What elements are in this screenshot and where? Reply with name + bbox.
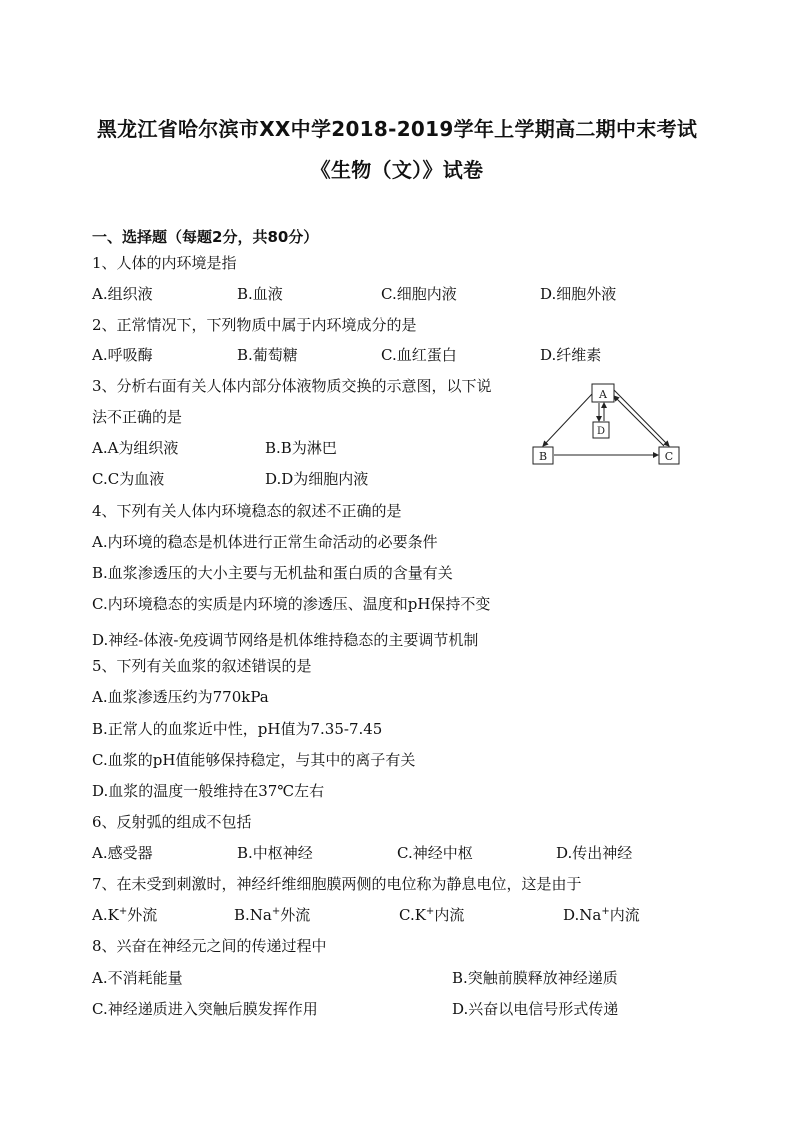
question-3-stem-line1: 3、分析右面有关人体内部分体液物质交换的示意图，以下说 [92,377,492,395]
question-6-option-c: C.神经中枢 [397,844,473,862]
question-3-stem-line2: 法不正确的是 [92,408,183,426]
label-c: C [664,450,674,463]
question-5-stem: 5、下列有关血浆的叙述错误的是 [92,657,312,675]
question-7-option-b: B.Na+外流 [234,906,311,924]
question-3-option-d: D.D为细胞内液 [265,470,369,488]
question-8-option-d: D.兴奋以电信号形式传递 [452,1000,619,1018]
question-2-option-b: B.葡萄糖 [237,346,298,364]
arrow-a-to-b [543,394,592,446]
question-1-option-b: B.血液 [237,285,283,303]
question-8-option-b: B.突触前膜释放神经递质 [452,969,618,987]
question-6-stem: 6、反射弧的组成不包括 [92,813,252,831]
question-4-stem: 4、下列有关人体内环境稳态的叙述不正确的是 [92,502,402,520]
question-2-option-c: C.血红蛋白 [381,346,457,364]
label-d: D [596,426,606,437]
arrow-c-to-a [614,396,664,446]
question-4-option-d: D.神经-体液-免疫调节网络是机体维持稳态的主要调节机制 [92,631,479,649]
question-1-stem: 1、人体的内环境是指 [92,254,237,272]
question-2-option-d: D.纤维素 [540,346,602,364]
label-a: A [599,388,607,401]
question-8-stem: 8、兴奋在神经元之间的传递过程中 [92,937,327,955]
question-7-option-d: D.Na+内流 [563,906,640,924]
question-7-option-c: C.K+内流 [399,906,465,924]
question-4-option-c: C.内环境稳态的实质是内环境的渗透压、温度和pH保持不变 [92,595,491,613]
question-5-option-c: C.血浆的pH值能够保持稳定，与其中的离子有关 [92,751,416,769]
section-header: 一、选择题（每题2分，共80分） [92,228,319,246]
question-5-option-d: D.血浆的温度一般维持在37℃左右 [92,782,325,800]
exam-title-line2: 《生物（文）》试卷 [310,158,484,182]
question-5-option-b: B.正常人的血浆近中性，pH值为7.35-7.45 [92,720,383,738]
question-3-option-c: C.C为血液 [92,470,165,488]
exam-title-line1: 黑龙江省哈尔滨市XX中学2018-2019学年上学期高二期中末考试 [96,117,698,141]
label-b: B [538,450,548,463]
question-3-option-a: A.A为组织液 [92,439,179,457]
question-3-option-b: B.B为淋巴 [265,439,337,457]
question-6-option-b: B.中枢神经 [237,844,313,862]
question-1-option-c: C.细胞内液 [381,285,457,303]
question-2-stem: 2、正常情况下，下列物质中属于内环境成分的是 [92,316,417,334]
question-7-stem: 7、在未受到刺激时，神经纤维细胞膜两侧的电位称为静息电位，这是由于 [92,875,582,893]
question-1-option-d: D.细胞外液 [540,285,617,303]
arrow-a-to-c [614,390,669,446]
question-2-option-a: A.呼吸酶 [92,346,153,364]
question-6-option-a: A.感受器 [92,844,153,862]
question-4-option-a: A.内环境的稳态是机体进行正常生命活动的必要条件 [92,533,438,551]
question-4-option-b: B.血浆渗透压的大小主要与无机盐和蛋白质的含量有关 [92,564,453,582]
question-6-option-d: D.传出神经 [556,844,633,862]
question-8-option-c: C.神经递质进入突触后膜发挥作用 [92,1000,318,1018]
question-1-option-a: A.组织液 [92,285,153,303]
question-7-option-a: A.K+外流 [92,906,158,924]
body-fluid-exchange-diagram [528,380,688,472]
question-8-option-a: A.不消耗能量 [92,969,183,987]
question-5-option-a: A.血浆渗透压约为770kPa [92,688,269,706]
